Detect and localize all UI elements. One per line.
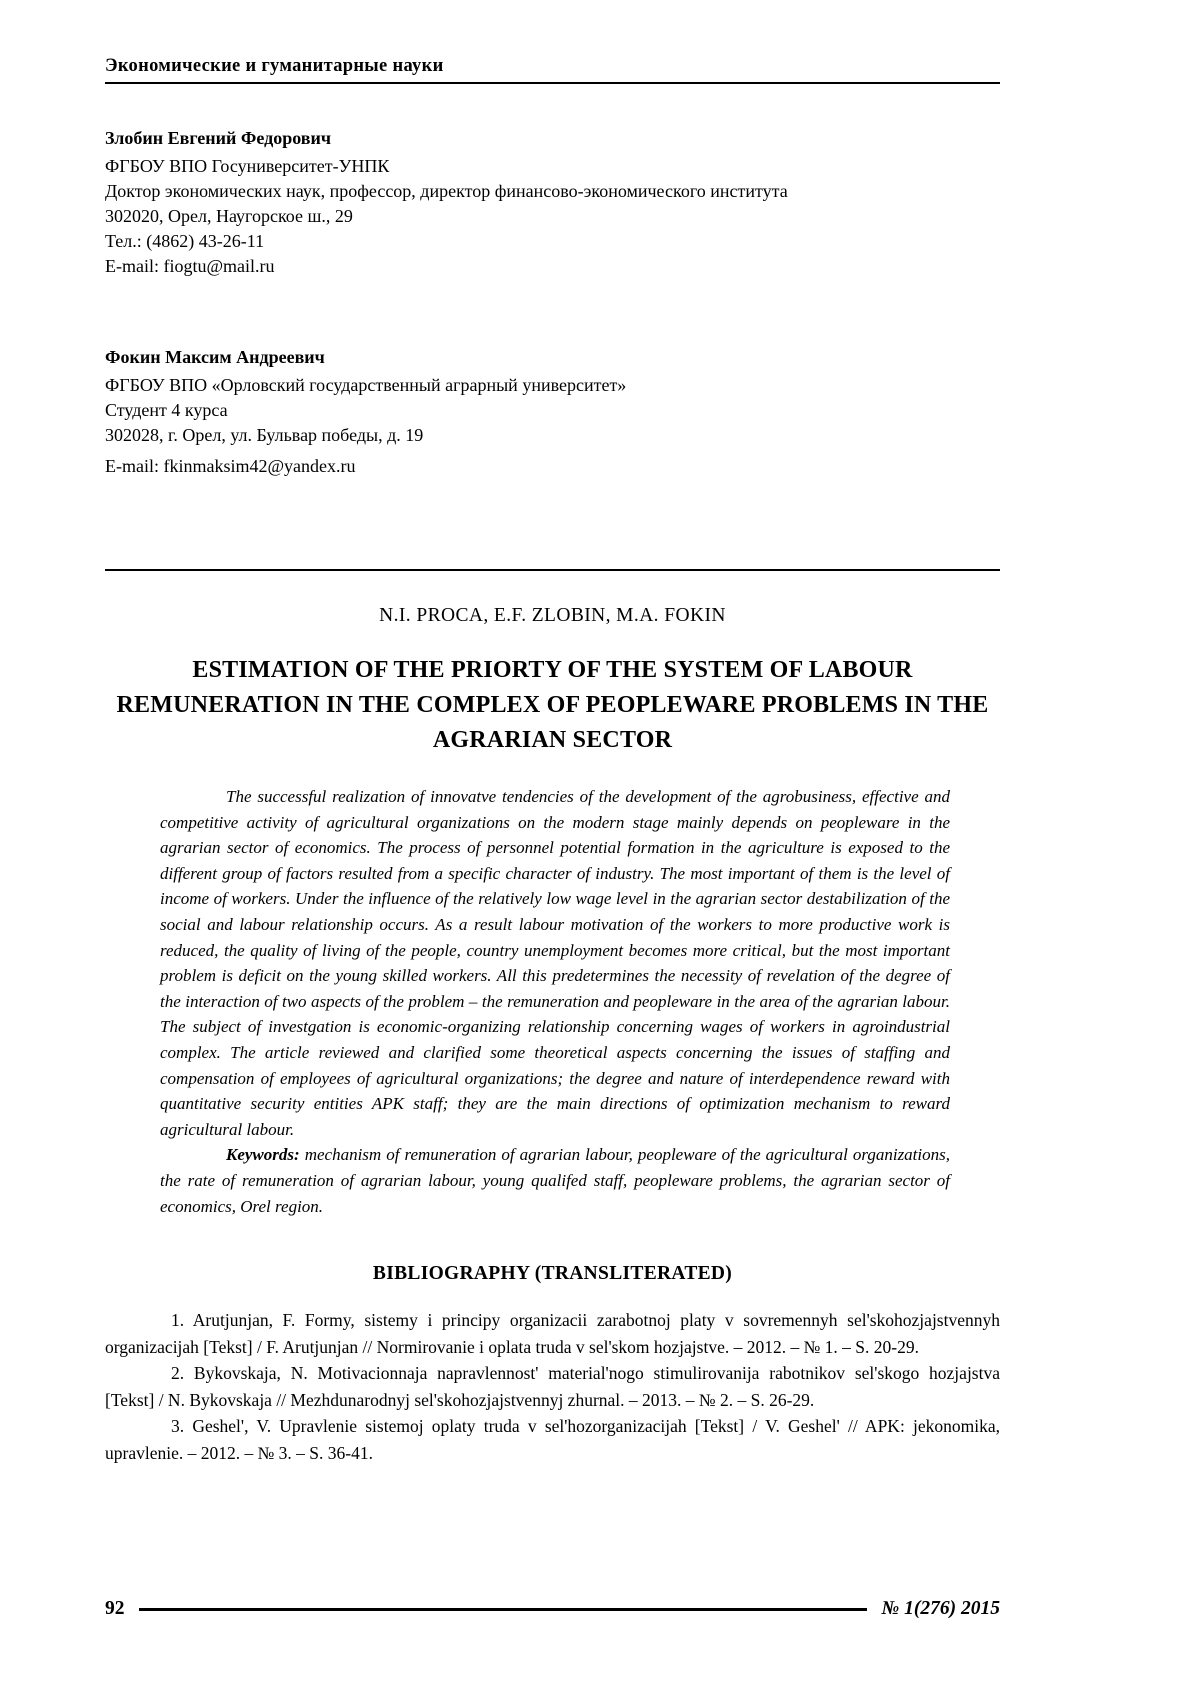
abstract-block (160, 784, 950, 1219)
author-name: Фокин Максим Андреевич (105, 347, 325, 367)
footer-rule-line (139, 1608, 868, 1611)
bibliography-heading: BIBLIOGRAPHY (TRANSLITERATED) (372, 1263, 733, 1285)
keywords-label: Keywords: (226, 1145, 300, 1165)
author-email: E-mail: fiogtu@mail.ru (105, 256, 275, 276)
author-affiliation: ФГБОУ ВПО Госуниверситет-УНПК (105, 156, 390, 176)
author-name: Злобин Евгений Федорович (105, 128, 331, 148)
page-number: 92 (105, 1598, 125, 1619)
bibliography-item: 2. Bykovskaja, N. Motivacionnaja napravlennost' material'nogo stimulirovanija rabotnikov sel'skogo hozjajstva [Tekst] / N. Bykovskaja // Mezhdunarodnyj sel'skohozjajstvennyj zhurnal. – 2013. – № 2. – S. 26-29. (105, 1363, 1000, 1410)
page-footer (105, 1598, 1000, 1620)
bibliography-item: 3. Geshel', V. Upravlenie sistemoj oplaty truda v sel'hozorganizacijah [Tekst] / V. Geshel' // APK: jekonomika, upravlenie. – 2012. – № 3. – S. 36-41. (105, 1416, 1000, 1463)
issue-label: № 1(276) 2015 (881, 1598, 1000, 1619)
article-title: ESTIMATION OF THE PRIORTY OF THE SYSTEM OF LABOUR REMUNERATION IN THE COMPLEX OF PEOPLEWARE PROBLEMS IN THE AGRARIAN SECTOR (116, 657, 989, 753)
section-divider-line (105, 569, 1000, 571)
article-authors-line: N.I. PROCA, E.F. ZLOBIN, M.A. FOKIN (379, 605, 726, 626)
author-block-fokin (105, 345, 1000, 479)
author-address: 302028, г. Орел, ул. Бульвар победы, д. 19 (105, 425, 424, 445)
abstract-text: The successful realization of innovatve tendencies of the development of the agrobusiness, effective and competitive activity of agricultural organizations on the modern stage mainly depends on peopleware in the agrarian sector of economics. The process of personnel potential formation in the agriculture is exposed to the different group of factors resulted from a specific character of industry. The most important of them is the level of income of workers. Under the influence of the relatively low wage level in the agrarian sector destabilization of the social and labour relationship occurs. As a result labour motivation of the workers to more productive work is reduced, the quality of living of the people, country unemployment becomes more critical, but the most important problem is deficit on the young skilled workers. All this predetermines the necessity of revelation of the degree of the interaction of two aspects of the problem – the remuneration and peopleware in the area of the agrarian labour. The subject of investgation is economic-organizing relationship concerning wages of workers in agroindustrial complex. The article reviewed and clarified some theoretical aspects concerning the issues of staffing and compensation of employees of agricultural organizations; the degree and nature of interdependence reward with quantitative security entities APK staff; they are the main directions of optimization mechanism to reward agricultural labour. (160, 787, 950, 1139)
journal-section-title: Экономические и гуманитарные науки (105, 56, 444, 76)
journal-page (105, 0, 1000, 1466)
bibliography-item: 1. Arutjunjan, F. Formy, sistemy i principy organizacii zarabotnoj platy v sovremennyh sel'skohozjajstvennyh organizacijah [Tekst] / F. Arutjunjan // Normirovanie i oplata truda v sel'skom hozjajstve. – 2012. – № 1. – S. 20-29. (105, 1310, 1000, 1357)
author-address: 302020, Орел, Наугорское ш., 29 (105, 206, 353, 226)
author-affiliation: ФГБОУ ВПО «Орловский государственный аграрный университет» (105, 375, 627, 395)
author-block-zlobin (105, 126, 1000, 279)
author-position: Студент 4 курса (105, 400, 228, 420)
bibliography-list (105, 1307, 1000, 1466)
author-phone: Тел.: (4862) 43-26-11 (105, 231, 265, 251)
author-position: Доктор экономических наук, профессор, директор финансово-экономического института (105, 181, 788, 201)
journal-section-header (105, 56, 1000, 84)
author-email: E-mail: fkinmaksim42@yandex.ru (105, 456, 356, 476)
keywords-text: mechanism of remuneration of agrarian labour, peopleware of the agricultural organizations, the rate of remuneration of agrarian labour, young qualifed staff, peopleware problems, the agrarian sector of economics, Orel region. (160, 1145, 950, 1216)
keywords-paragraph (160, 1142, 950, 1219)
